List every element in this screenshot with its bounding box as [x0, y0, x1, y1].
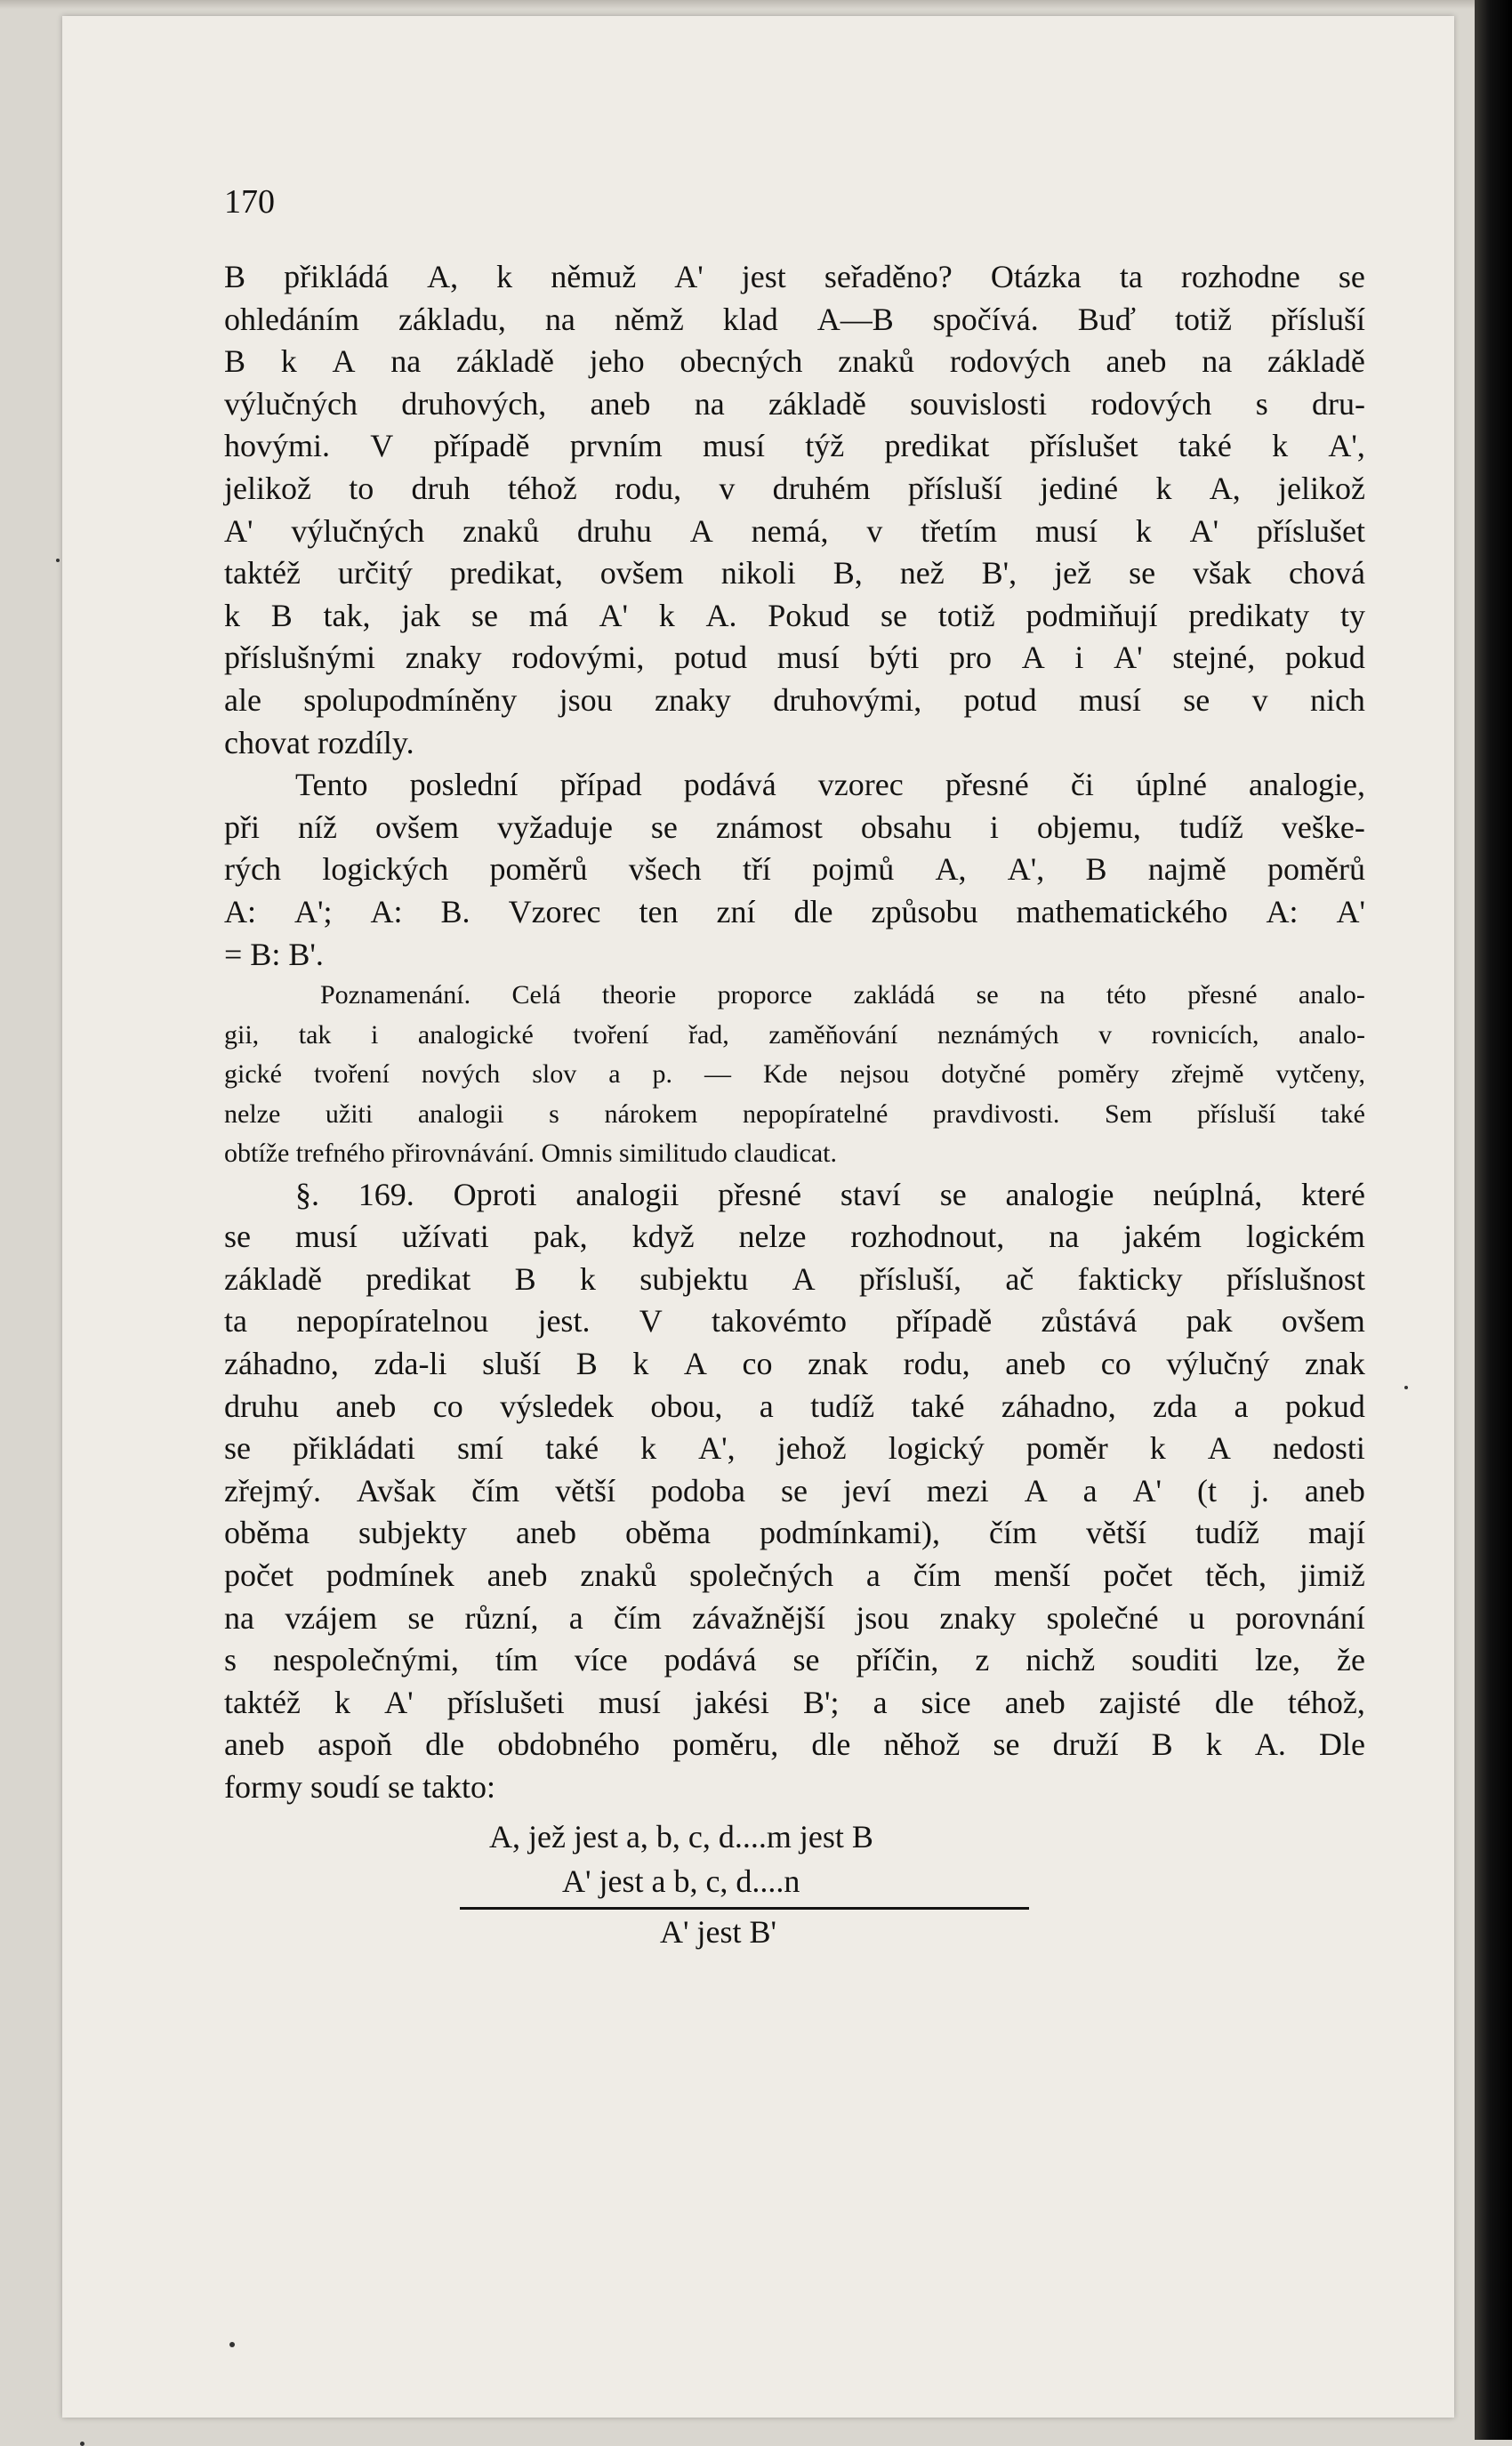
main-paragraph	[224, 256, 1365, 764]
text-line: B přikládá A, k němuž A' jest seřaděno? Otázka ta rozhodne se	[224, 259, 1365, 294]
text-line: příslušnými znaky rodovými, potud musí býti pro A i A' stejné, pokud	[224, 640, 1365, 676]
note-line: obtíže trefného přirovnávání. Omnis similitudo claudicat.	[224, 1139, 837, 1169]
text-line: chovat rozdíly.	[224, 724, 414, 760]
scan-edge-top	[0, 0, 1512, 9]
section-line: s nespolečnými, tím více podává se příčin, z nichž souditi lze, že	[224, 1642, 1365, 1678]
text-line: Tento poslední případ podává vzorec přesné či úplné analogie,	[295, 767, 1365, 803]
syllogism-conclusion: A' jest B'	[660, 1913, 776, 1950]
section-line: se přikládati smí také k A', jehož logický poměr k A nedosti	[224, 1430, 1365, 1467]
text-line: taktéž určitý predikat, ovšem nikoli B, než B', jež se však chová	[224, 555, 1365, 591]
note-paragraph	[224, 976, 1365, 1174]
text-line: výlučných druhových, aneb na základě souvislosti rodových s dru-	[224, 385, 1365, 422]
syllogism-premise-2: A' jest a b, c, d....n	[562, 1863, 800, 1899]
text-line: B k A na základě jeho obecných znaků rodových aneb na základě	[224, 343, 1365, 380]
scan-speck	[1404, 1386, 1408, 1389]
section-line: aneb aspoň dle obdobného poměru, dle něhož se druží B k A. Dle	[224, 1726, 1365, 1763]
page-text	[224, 256, 1365, 1954]
text-line: k B tak, jak se má A' k A. Pokud se totiž podmiňují predikaty ty	[224, 597, 1365, 633]
section-line: druhu aneb co výsledek obou, a tudíž také záhadno, zda a pokud	[224, 1388, 1365, 1424]
section-line: formy soudí se takto:	[224, 1768, 495, 1805]
text-line: A: A'; A: B. Vzorec ten zní dle způsobu mathematického A: A'	[224, 893, 1365, 929]
section-169	[224, 1174, 1365, 1809]
scan-binding-shadow	[1475, 0, 1512, 2440]
analogy-paragraph	[224, 764, 1365, 976]
section-line: §. 169. Oproti analogii přesné staví se analogie neúplná, které	[295, 1176, 1365, 1212]
section-line: ta nepopíratelnou jest. V takovémto případě zůstává pak ovšem	[224, 1303, 1365, 1340]
section-line: na vzájem se různí, a čím závažnější jsou znaky společné u porovnání	[224, 1599, 1365, 1636]
text-line: jelikož to druh téhož rodu, v druhém přísluší jediné k A, jelikož	[224, 470, 1365, 506]
note-line: nelze užiti analogii s nárokem nepopíratelné pravdivosti. Sem přísluší také	[224, 1098, 1365, 1129]
scan-speck	[229, 2342, 235, 2347]
section-line: se musí užívati pak, když nelze rozhodnout, na jakém logickém	[224, 1219, 1365, 1255]
scan-speck	[56, 559, 60, 562]
section-line: základě predikat B k subjektu A přísluší, ač fakticky příslušnost	[224, 1260, 1365, 1297]
text-line: A' výlučných znaků druhu A nemá, v třetím musí k A' příslušet	[224, 512, 1365, 549]
note-line: gii, tak i analogické tvoření řad, zaměňování neznámých v rovnicích, analo-	[224, 1019, 1365, 1050]
section-line: oběma subjekty aneb oběma podmínkami), čím větší tudíž mají	[224, 1515, 1365, 1551]
section-line: zřejmý. Avšak čím větší podoba se jeví mezi A a A' (t j. aneb	[224, 1472, 1365, 1509]
scan-speck	[80, 2442, 84, 2446]
note-line: Poznamenání. Celá theorie proporce zakládá se na této přesné analo-	[320, 980, 1365, 1010]
section-line: počet podmínek aneb znaků společných a čím menší počet těch, jimiž	[224, 1557, 1365, 1593]
section-line: taktéž k A' příslušeti musí jakési B'; a sice aneb zajisté dle téhož,	[224, 1684, 1365, 1720]
section-line: záhadno, zda-li sluší B k A co znak rodu, aneb co výlučný znak	[224, 1345, 1365, 1381]
note-line: gické tvoření nových slov a p. — Kde nejsou dotyčné poměry zřejmě vytčeny,	[224, 1059, 1365, 1090]
text-line: při níž ovšem vyžaduje se známost obsahu i objemu, tudíž veške-	[224, 809, 1365, 845]
text-line: ohledáním základu, na němž klad A—B spočívá. Buď totiž přísluší	[224, 301, 1365, 337]
page-number: 170	[224, 183, 275, 221]
text-line: rých logických poměrů všech tří pojmů A, A', B najmě poměrů	[224, 851, 1365, 888]
syllogism-premise-1: A, jež jest a, b, c, d....m jest B	[489, 1818, 873, 1855]
text-line: hovými. V případě prvním musí týž predikat příslušet také k A',	[224, 428, 1365, 464]
syllogism-form	[224, 1814, 1365, 1954]
text-line: = B: B'.	[224, 936, 324, 972]
text-line: ale spolupodmíněny jsou znaky druhovými, potud musí se v nich	[224, 681, 1365, 718]
